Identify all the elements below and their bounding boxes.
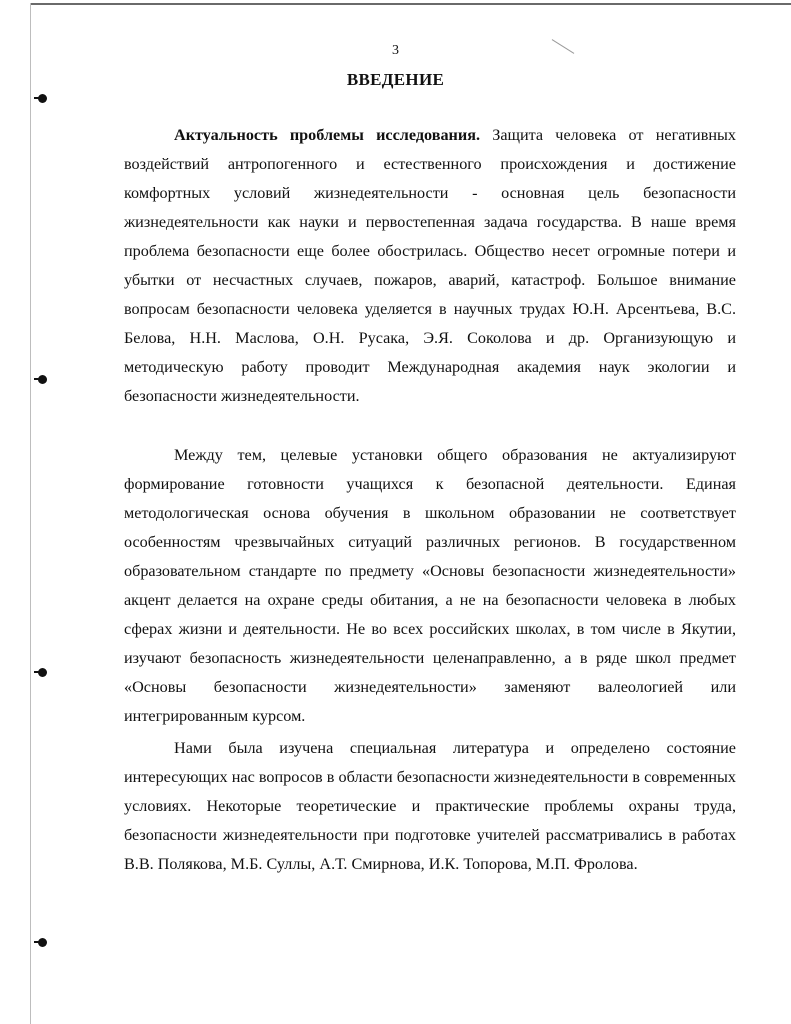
page-number: 3 — [392, 43, 399, 58]
punch-hole-mark-3 — [38, 668, 47, 677]
paragraph-text: Между тем, целевые установки общего образования не актуализируют формирование готовности учащихся к безопасной деятельности. Единая методологическая основа обучения в школьном образовании не соответствует особенностям чрезвычайных ситуаций различных регионов. В государственном образовательном стандарте по предмету «Основы безопасности жизнедеятельности» акцент делается на охране среды обитания, а не на безопасности человека в любых сферах жизни и деятельности. Не во всех российских школах, в том числе в Якутии, изучают безопасность жизнедеятельности целенаправленно, а в ряде школ предмет «Основы безопасности жизнедеятельности» заменяют валеологией или интегрированным курсом. — [124, 446, 736, 725]
scan-edge-left — [30, 3, 31, 1024]
paragraph-2 — [124, 441, 736, 731]
paragraph-text: Защита человека от негативных воздействий антропогенного и естественного происхождения и достижение комфортных условий жизнедеятельности - основная цель безопасности жизнедеятельности как науки и первостепенная задача государства. В наше время проблема безопасности еще более обострилась. Общество несет огромные потери и убытки от несчастных случаев, пожаров, аварий, катастроф. Большое внимание вопросам безопасности человека уделяется в научных трудах Ю.Н. Арсентьева, В.С. Белова, Н.Н. Маслова, О.Н. Русака, Э.Я. Соколова и др. Организующую и методическую работу проводит Международная академия наук экологии и безопасности жизнедеятельности. — [124, 126, 736, 405]
page-title: ВВЕДЕНИЕ — [346, 70, 445, 89]
paragraph-3 — [124, 734, 736, 879]
punch-hole-mark-1 — [38, 94, 47, 103]
paragraph-text: Нами была изучена специальная литература и определено состояние интересующих нас вопросов в области безопасности жизнедеятельности в современных условиях. Некоторые теоретические и практические проблемы охраны труда, безопасности жизнедеятельности при подготовке учителей рассматривались в работах В.В. Полякова, М.Б. Суллы, А.Т. Смирнова, И.К. Топорова, М.П. Фролова. — [124, 739, 736, 873]
punch-hole-mark-2 — [38, 375, 47, 384]
scan-edge-top — [30, 3, 791, 5]
punch-hole-mark-4 — [38, 938, 47, 947]
paragraph-lead: Актуальность проблемы исследования. — [174, 126, 481, 144]
paragraph-1 — [124, 121, 736, 411]
